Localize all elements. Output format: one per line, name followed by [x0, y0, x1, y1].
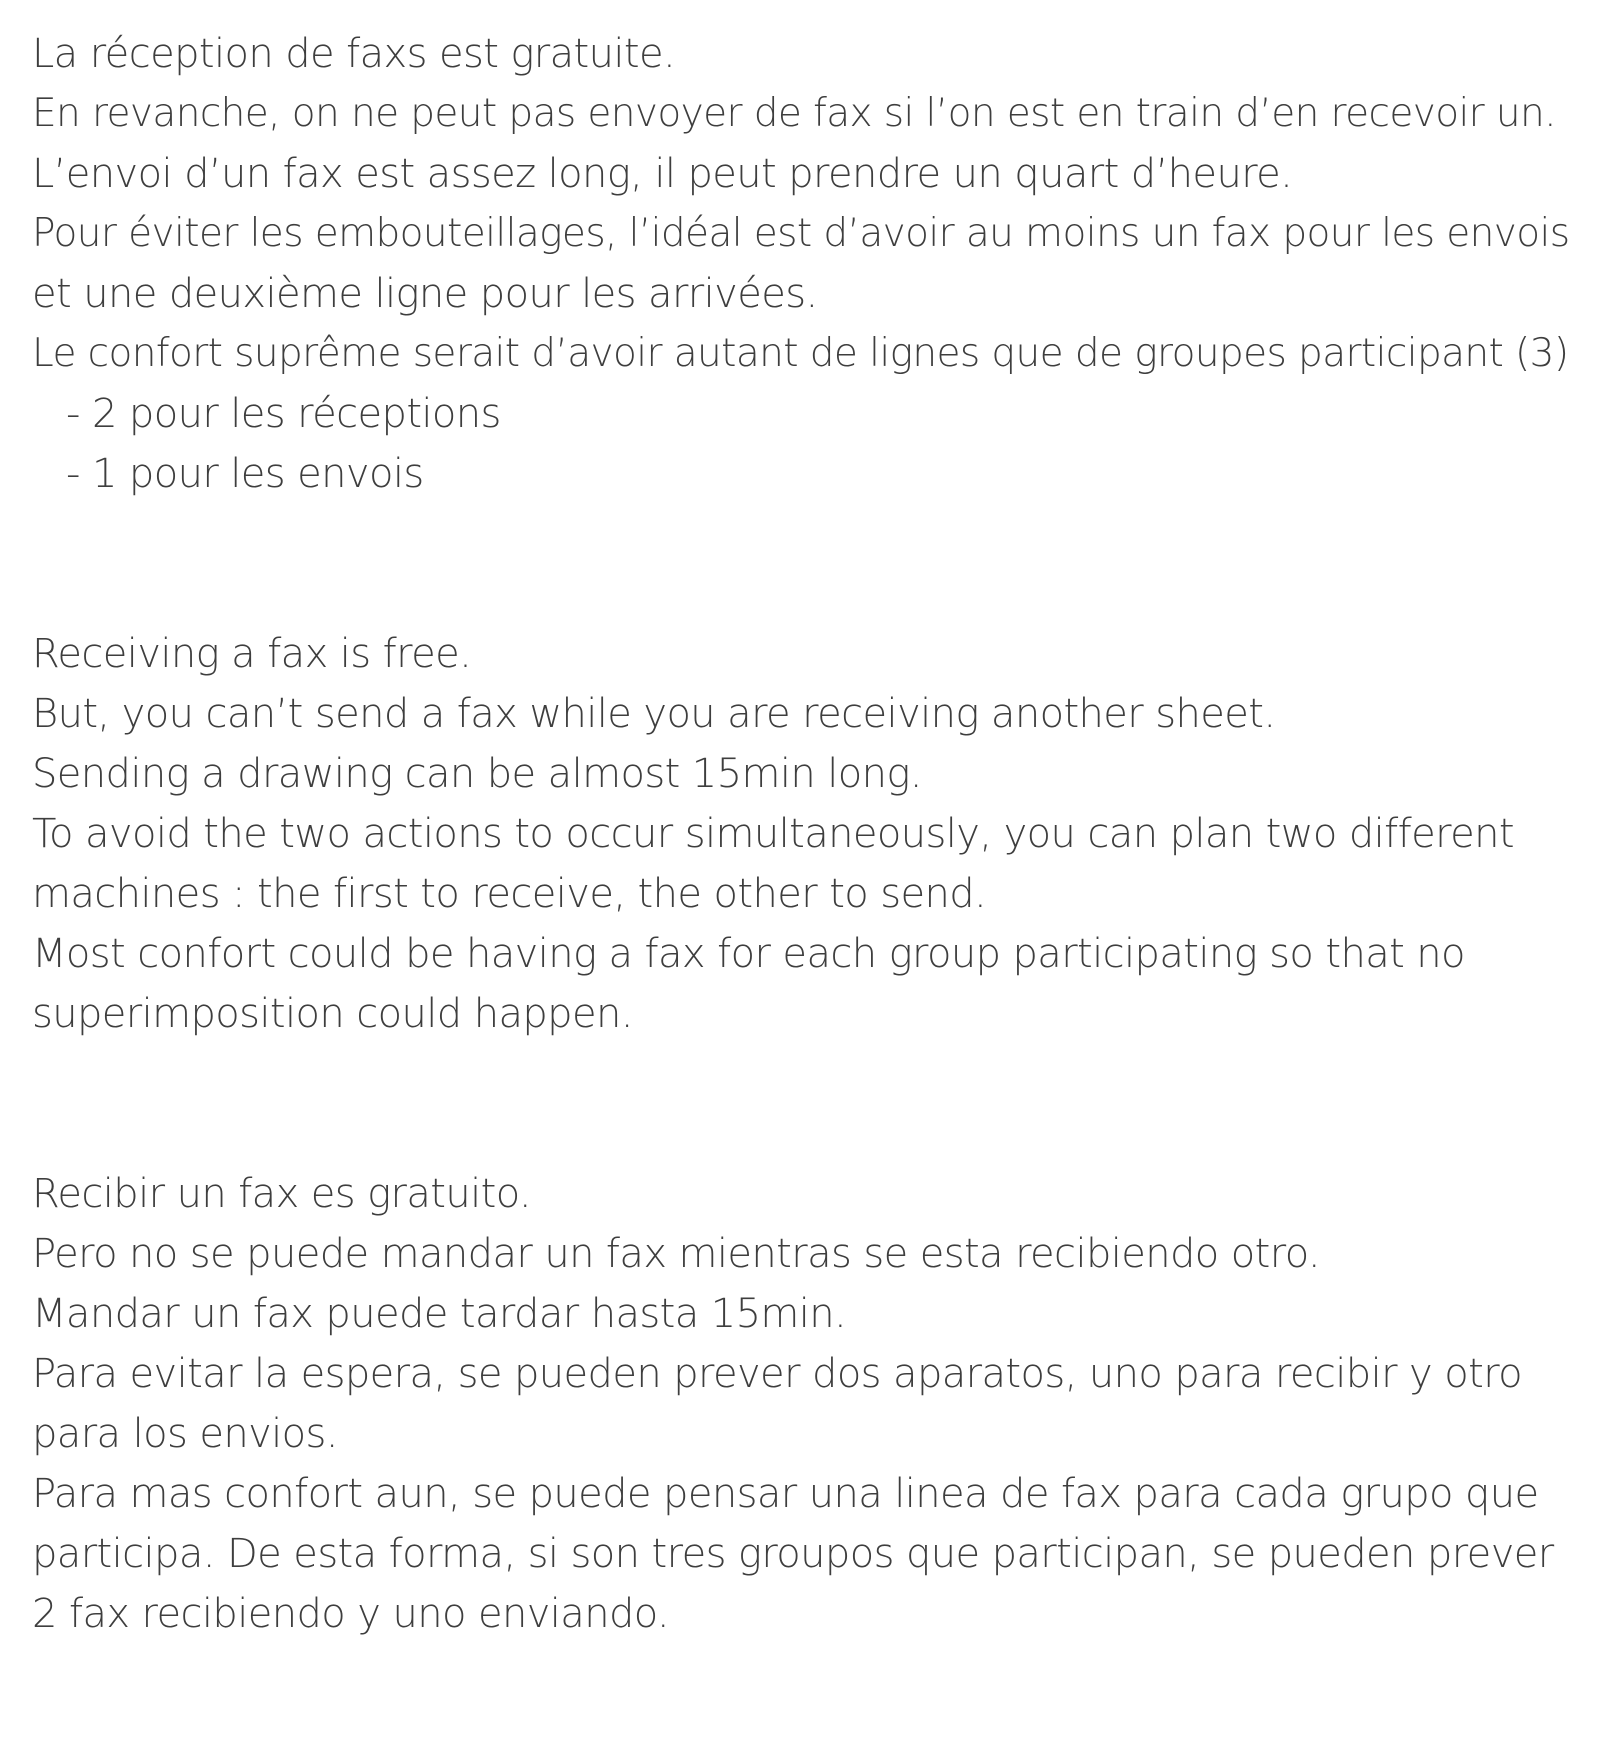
french-line: Le confort suprême serait d’avoir autant de lignes que de groupes participant (3) [32, 331, 1569, 376]
french-section [32, 24, 1572, 504]
english-line: Most confort could be having a fax for each group participating so that no [32, 931, 1465, 977]
spanish-line: Pero no se puede mandar un fax mientras se esta recibiendo otro. [32, 1231, 1321, 1277]
french-list-item: - 1 pour les envois [66, 451, 424, 497]
english-line: machines : the first to receive, the other to send. [32, 871, 987, 917]
english-line: superimposition could happen. [32, 991, 633, 1037]
english-line: Receiving a fax is free. [32, 631, 472, 677]
english-section [32, 624, 1572, 1044]
english-line: But, you can’t send a fax while you are receiving another sheet. [32, 691, 1276, 737]
spanish-line: Recibir un fax es gratuito. [32, 1171, 532, 1217]
spanish-line: Para mas confort aun, se puede pensar una linea de fax para cada grupo que [32, 1471, 1539, 1517]
english-line: Sending a drawing can be almost 15min long. [32, 751, 922, 797]
spanish-line: participa. De esta forma, si son tres groupos que participan, se pueden prever [32, 1531, 1554, 1577]
french-line: Pour éviter les embouteillages, l’idéal est d’avoir au moins un fax pour les envois [32, 211, 1570, 256]
french-line: La réception de faxs est gratuite. [32, 31, 676, 77]
spanish-line: Para evitar la espera, se pueden prever dos aparatos, uno para recibir y otro [32, 1351, 1523, 1397]
french-line: et une deuxième ligne pour les arrivées. [32, 271, 818, 317]
spanish-line: Mandar un fax puede tardar hasta 15min. [32, 1291, 847, 1337]
document-body [32, 24, 1572, 1644]
french-list-item: - 2 pour les réceptions [66, 391, 501, 437]
spanish-section [32, 1164, 1572, 1644]
french-line: L’envoi d’un fax est assez long, il peut prendre un quart d’heure. [32, 151, 1293, 197]
english-line: To avoid the two actions to occur simultaneously, you can plan two different [32, 811, 1514, 857]
spanish-line: 2 fax recibiendo y uno enviando. [32, 1591, 670, 1637]
spanish-line: para los envios. [32, 1411, 338, 1457]
french-line: En revanche, on ne peut pas envoyer de fax si l’on est en train d’en recevoir un. [32, 91, 1556, 136]
